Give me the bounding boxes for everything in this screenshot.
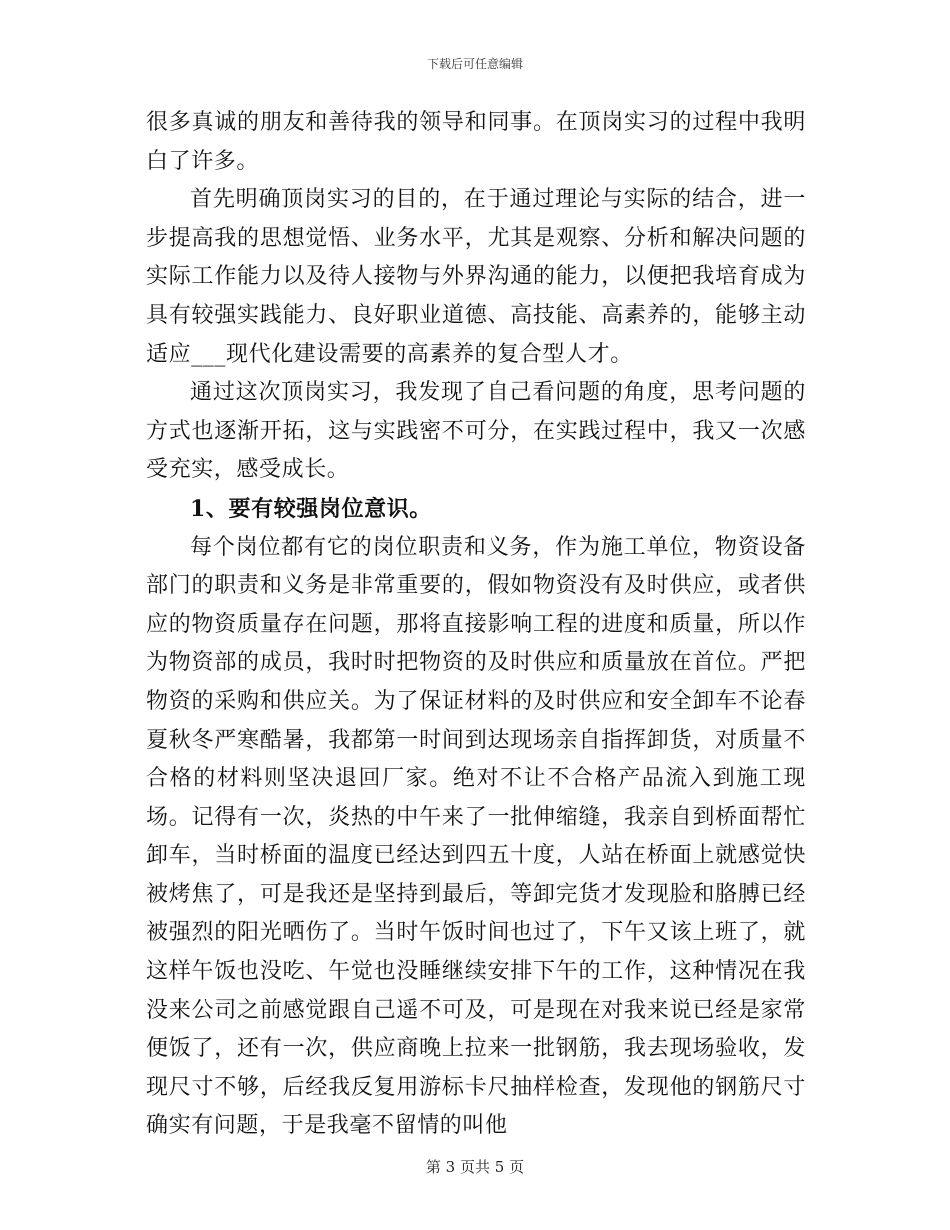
document-body — [146, 104, 806, 1146]
page-footer: 第 3 页共 5 页 — [425, 1158, 525, 1176]
paragraph-continuation: 很多真诚的朋友和善待我的领导和同事。在顶岗实习的过程中我明白了许多。 — [146, 110, 806, 174]
paragraph-position-duty: 每个岗位都有它的岗位职责和义务，作为施工单位，物资设备部门的职责和义务是非常重要的，假如物资没有及时供应，或者供应的物资质量存在问题，那将直接影响工程的进度和质量，所以作为物资部的成员，我时时把物资的及时供应和质量放在首位。严把物资的采购和供应关。为了保证材料的及时供应和安全卸车不论春夏秋冬严寒酷暑，我都第一时间到达现场亲自指挥卸货，对质量不合格的材料则坚决退回厂家。绝对不让不合格产品流入到施工现场。记得有一次，炎热的中午来了一批伸缩缝，我亲自到桥面帮忙卸车，当时桥面的温度已经达到四五十度，人站在桥面上就感觉快被烤焦了，可是我还是坚持到最后，等卸完货才发现脸和胳膊已经被强烈的阳光晒伤了。当时午饭时间也过了，下午又该上班了，就这样午饭也没吃、午觉也没睡继续安排下午的工作，这种情况在我没来公司之前感觉跟自己遥不可及，可是现在对我来说已经是家常便饭了，还有一次，供应商晚上拉来一批钢筋，我去现场验收，发现尺寸不够，后经我反复用游标卡尺抽样检查，发现他的钢筋尺寸确实有问题，于是我毫不留情的叫他 — [146, 534, 806, 1139]
paragraph-discovery: 通过这次顶岗实习，我发现了自己看问题的角度，思考问题的方式也逐渐开拓，这与实践密不可分，在实践过程中，我又一次感受充实，感受成长。 — [146, 380, 806, 483]
section-heading: 1、要有较强岗位意识。 — [190, 495, 432, 522]
page-header: 下载后可任意编辑 — [426, 57, 523, 71]
paragraph-purpose: 首先明确顶岗实习的目的，在于通过理论与实际的结合，进一步提高我的思想觉悟、业务水平，尤其是观察、分析和解决问题的实际工作能力以及待人接物与外界沟通的能力，以便把我培育成为具有较强实践能力、良好职业道德、高技能、高素养的，能够主动适应___现代化建设需要的高素养的复合型人才。 — [146, 187, 806, 367]
